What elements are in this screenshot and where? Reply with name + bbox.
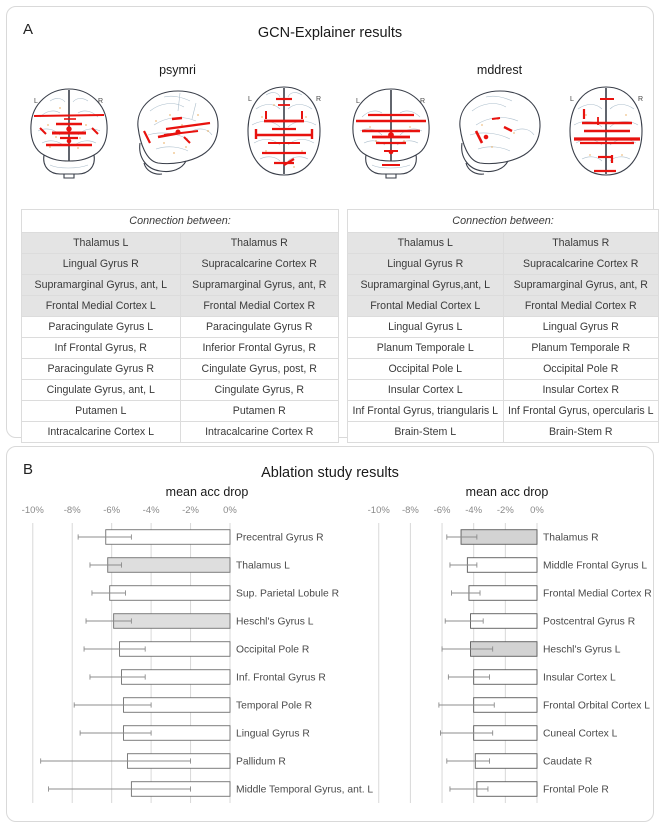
table-cell-region-left: Brain-Stem L bbox=[348, 422, 504, 443]
table-row bbox=[22, 275, 339, 296]
glass-brain-axial-icon bbox=[232, 81, 336, 181]
brain-label-left: L bbox=[355, 98, 360, 105]
bar-category-label: Caudate R bbox=[543, 756, 593, 768]
brain-caption-mddrest: mddrest bbox=[476, 63, 523, 77]
table-cell-region-left: Occipital Pole L bbox=[348, 359, 504, 380]
table-cell-region-right: Inf Frontal Gyrus, opercularis L bbox=[503, 401, 659, 422]
table-header-connection-between: Connection between: bbox=[348, 210, 659, 233]
table-header-connection-between: Connection between: bbox=[22, 210, 339, 233]
table-cell-region-left: Lingual Gyrus L bbox=[348, 317, 504, 338]
brain-label-right: R bbox=[637, 96, 643, 103]
brain-label-right: R bbox=[419, 98, 425, 105]
table-cell-region-left: Inf Frontal Gyrus, triangularis L bbox=[348, 401, 504, 422]
table-cell-region-left: Planum Temporale L bbox=[348, 338, 504, 359]
brain-label-right: R bbox=[97, 98, 103, 105]
table-cell-region-left: Paracingulate Gyrus L bbox=[22, 317, 181, 338]
x-axis-tick-label: -2% bbox=[496, 505, 514, 516]
table-cell-region-left: Frontal Medial Cortex L bbox=[348, 296, 504, 317]
table-cell-region-right: Occipital Pole R bbox=[503, 359, 659, 380]
bar-category-label: Sup. Parietal Lobule R bbox=[236, 588, 340, 600]
table-cell-region-right: Putamen R bbox=[180, 401, 339, 422]
brain-label-left: L bbox=[569, 96, 574, 103]
table-row bbox=[348, 359, 659, 380]
table-cell-region-right: Cingulate Gyrus, post, R bbox=[180, 359, 339, 380]
table-cell-region-left: Lingual Gyrus R bbox=[348, 254, 504, 275]
table-row bbox=[348, 380, 659, 401]
table-cell-region-right: Supracalcarine Cortex R bbox=[180, 254, 339, 275]
table-cell-region-right: Frontal Medial Cortex R bbox=[503, 296, 659, 317]
table-row bbox=[348, 422, 659, 443]
x-axis-tick-label: 0% bbox=[530, 505, 544, 516]
panel-b-ablation-study bbox=[6, 446, 654, 822]
connection-table-psymri bbox=[21, 209, 339, 443]
table-cell-region-left: Frontal Medial Cortex L bbox=[22, 296, 181, 317]
table-cell-region-right: Insular Cortex R bbox=[503, 380, 659, 401]
brain-label-right: R bbox=[315, 96, 321, 103]
bar bbox=[108, 558, 230, 573]
chart-title-left: mean acc drop bbox=[165, 485, 249, 499]
table-cell-region-right: Thalamus R bbox=[180, 233, 339, 254]
bar-category-label: Frontal Medial Cortex R bbox=[543, 588, 652, 600]
bar-category-label: Insular Cortex L bbox=[543, 672, 616, 684]
x-axis-tick-label: -8% bbox=[401, 505, 419, 516]
table-row bbox=[22, 233, 339, 254]
table-cell-region-right: Cingulate Gyrus, R bbox=[180, 380, 339, 401]
table-cell-region-right: Supramarginal Gyrus, ant, R bbox=[503, 275, 659, 296]
panel-b-letter: B bbox=[23, 461, 34, 478]
table-row bbox=[22, 380, 339, 401]
bar-category-label: Middle Frontal Gyrus L bbox=[543, 560, 648, 572]
table-row bbox=[348, 317, 659, 338]
bar bbox=[110, 586, 230, 601]
x-axis-tick-label: -10% bbox=[21, 505, 44, 516]
bar-category-label: Frontal Pole R bbox=[543, 784, 609, 796]
x-axis-tick-label: -10% bbox=[367, 505, 390, 516]
x-axis-tick-label: -6% bbox=[433, 505, 451, 516]
bar-category-label: Inf. Frontal Gyrus R bbox=[236, 672, 326, 684]
bar-category-label: Frontal Orbital Cortex L bbox=[543, 700, 651, 712]
glass-brain-views-psymri bbox=[15, 81, 340, 181]
glass-brain-sagittal-icon bbox=[120, 81, 230, 181]
table-row bbox=[22, 296, 339, 317]
table-cell-region-left: Putamen L bbox=[22, 401, 181, 422]
table-cell-region-left: Thalamus L bbox=[22, 233, 181, 254]
panel-b-title: Ablation study results bbox=[261, 465, 399, 481]
table-row bbox=[22, 317, 339, 338]
table-cell-region-right: Lingual Gyrus R bbox=[503, 317, 659, 338]
bar-category-label: Occipital Pole R bbox=[236, 644, 310, 656]
table-cell-region-right: Supramarginal Gyrus, ant, R bbox=[180, 275, 339, 296]
table-row bbox=[22, 401, 339, 422]
bar-category-label: Thalamus L bbox=[236, 560, 290, 572]
x-axis-tick-label: -2% bbox=[182, 505, 200, 516]
glass-brain-views-mddrest bbox=[337, 81, 660, 181]
table-row bbox=[22, 422, 339, 443]
table-cell-region-left: Supramarginal Gyrus, ant, L bbox=[22, 275, 181, 296]
table-cell-region-left: Paracingulate Gyrus R bbox=[22, 359, 181, 380]
chart-title-right: mean acc drop bbox=[465, 485, 549, 499]
table-cell-region-right: Planum Temporale R bbox=[503, 338, 659, 359]
brain-group-mddrest bbox=[337, 63, 660, 181]
ablation-chart-right bbox=[331, 503, 660, 815]
panel-a-gcn-explainer bbox=[6, 6, 654, 438]
table-cell-region-right: Intracalcarine Cortex R bbox=[180, 422, 339, 443]
table-row bbox=[348, 275, 659, 296]
table-cell-region-right: Inferior Frontal Gyrus, R bbox=[180, 338, 339, 359]
connection-table-mddrest bbox=[347, 209, 659, 443]
table-cell-region-left: Inf Frontal Gyrus, R bbox=[22, 338, 181, 359]
table-cell-region-left: Lingual Gyrus R bbox=[22, 254, 181, 275]
bar-category-label: Heschl's Gyrus L bbox=[236, 616, 314, 628]
table-cell-region-right: Paracingulate Gyrus R bbox=[180, 317, 339, 338]
bar-category-label: Cuneal Cortex L bbox=[543, 728, 618, 740]
table-row bbox=[22, 338, 339, 359]
x-axis-tick-label: -8% bbox=[63, 505, 81, 516]
brain-label-left: L bbox=[247, 96, 252, 103]
brain-caption-psymri: psymri bbox=[159, 63, 196, 77]
table-row bbox=[348, 254, 659, 275]
table-row bbox=[348, 338, 659, 359]
table-row bbox=[22, 254, 339, 275]
table-cell-region-right: Thalamus R bbox=[503, 233, 659, 254]
table-cell-region-right: Frontal Medial Cortex R bbox=[180, 296, 339, 317]
table-cell-region-left: Intracalcarine Cortex L bbox=[22, 422, 181, 443]
bar-category-label: Postcentral Gyrus R bbox=[543, 616, 636, 628]
x-axis-tick-label: -4% bbox=[465, 505, 483, 516]
table-cell-region-left: Thalamus L bbox=[348, 233, 504, 254]
panel-a-title: GCN-Explainer results bbox=[257, 25, 403, 41]
glass-brain-coronal-icon bbox=[342, 81, 440, 181]
table-row bbox=[348, 233, 659, 254]
bar-category-label: Heschl's Gyrus L bbox=[543, 644, 621, 656]
table-cell-region-left: Insular Cortex L bbox=[348, 380, 504, 401]
panel-a-letter: A bbox=[23, 21, 34, 38]
bar-category-label: Middle Temporal Gyrus, ant. L bbox=[236, 784, 374, 796]
bar-category-label: Thalamus R bbox=[543, 532, 599, 544]
table-row bbox=[22, 359, 339, 380]
x-axis-tick-label: 0% bbox=[223, 505, 237, 516]
glass-brain-axial-icon bbox=[554, 81, 658, 181]
table-cell-region-left: Supramarginal Gyrus,ant, L bbox=[348, 275, 504, 296]
table-cell-region-left: Cingulate Gyrus, ant, L bbox=[22, 380, 181, 401]
bar-category-label: Precentral Gyrus R bbox=[236, 532, 324, 544]
brain-label-left: L bbox=[33, 98, 38, 105]
table-body bbox=[348, 233, 659, 443]
bar-category-label: Pallidum R bbox=[236, 756, 286, 768]
table-cell-region-right: Brain-Stem R bbox=[503, 422, 659, 443]
brain-group-psymri bbox=[15, 63, 340, 181]
table-body bbox=[22, 233, 339, 443]
glass-brain-coronal-icon bbox=[20, 81, 118, 181]
table-cell-region-right: Supracalcarine Cortex R bbox=[503, 254, 659, 275]
bar-category-label: Temporal Pole R bbox=[236, 700, 313, 712]
glass-brain-sagittal-icon bbox=[442, 81, 552, 181]
bar bbox=[467, 558, 537, 573]
x-axis-tick-label: -6% bbox=[103, 505, 121, 516]
x-axis-tick-label: -4% bbox=[142, 505, 160, 516]
table-row bbox=[348, 296, 659, 317]
table-row bbox=[348, 401, 659, 422]
bar-category-label: Lingual Gyrus R bbox=[236, 728, 310, 740]
